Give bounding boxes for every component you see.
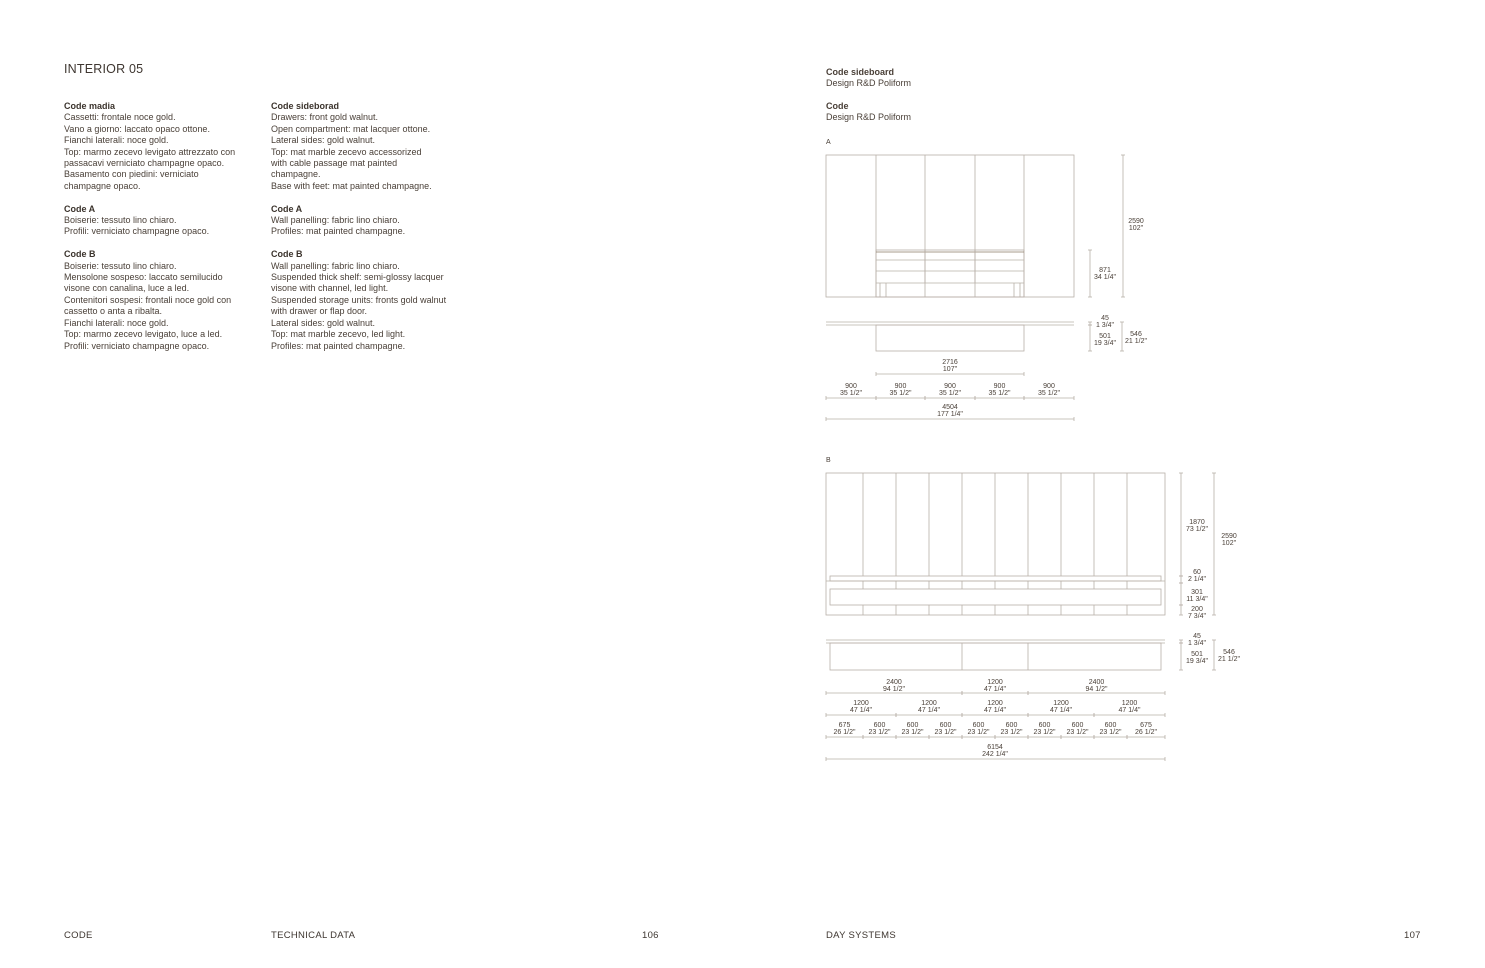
- dimension-label: 102": [1221, 540, 1237, 547]
- dimension-label: 35 1/2": [840, 390, 862, 397]
- dimension-label: 1200: [921, 700, 937, 707]
- dimension-label: 600: [1071, 722, 1084, 729]
- drawing-b-shelf: [830, 576, 1161, 581]
- dimension-label: 7 3/4": [1187, 613, 1207, 620]
- spec-en-line: Profiles: mat painted champagne.: [271, 340, 406, 351]
- dimension-label: 501: [1191, 651, 1203, 658]
- dimension-label: 23 1/2": [1033, 729, 1056, 736]
- dimension-label: 26 1/2": [1135, 729, 1157, 736]
- dimension-label: 60: [1193, 569, 1201, 576]
- dimension-label: 600: [873, 722, 886, 729]
- dimension-label: 23 1/2": [901, 729, 924, 736]
- dimension-label: 19 3/4": [1186, 658, 1208, 665]
- drawing-b-storage: [830, 589, 1161, 605]
- spec-it-line: Profili: verniciato champagne opaco.: [64, 340, 210, 351]
- dimension-label: 1 3/4": [1187, 640, 1207, 647]
- dimension-label: 94 1/2": [1085, 686, 1108, 693]
- spec-en-line: visone with channel, led light.: [271, 283, 389, 294]
- dimension-label: 1200: [987, 679, 1003, 686]
- spec-en-line: with cable passage mat painted: [271, 158, 398, 169]
- spec-it-heading: Code B: [64, 249, 96, 260]
- spec-it-line: Fianchi laterali: noce gold.: [64, 135, 169, 146]
- spec-it-line: Fianchi laterali: noce gold.: [64, 317, 169, 328]
- dimension-label: 2400: [886, 679, 902, 686]
- spec-en-line: Wall panelling: fabric lino chiaro.: [271, 215, 400, 226]
- dimension-label: 23 1/2": [934, 729, 957, 736]
- dimension-label: 23 1/2": [1000, 729, 1023, 736]
- dimension-label: 301: [1191, 589, 1203, 596]
- spec-en-heading: Code sideborad: [271, 101, 340, 111]
- spec-en-heading: Code B: [271, 249, 303, 260]
- dimension-label: 200: [1191, 606, 1203, 613]
- drawing-a-wall: [826, 155, 1074, 297]
- dimension-label: 6154: [987, 744, 1003, 751]
- dimension-label: 1870: [1189, 519, 1205, 526]
- drawing-a-plan-sideboard: [876, 325, 1024, 351]
- page-title: INTERIOR 05: [64, 62, 144, 76]
- spec-it-heading: Code madia: [64, 101, 116, 111]
- spec-en-line: Top: mat marble zecevo, led light.: [271, 329, 406, 340]
- footer-day-systems: DAY SYSTEMS: [826, 930, 896, 941]
- dimension-label: 23 1/2": [967, 729, 990, 736]
- dimension-label: 11 3/4": [1186, 596, 1208, 603]
- dimension-label: 900: [944, 383, 956, 390]
- dimension-label: 102": [1128, 225, 1144, 232]
- dimension-label: 900: [894, 383, 907, 390]
- dimension-label: 1 3/4": [1095, 322, 1115, 329]
- dimension-label: 47 1/4": [1118, 707, 1141, 714]
- dimension-label: 47 1/4": [1050, 707, 1072, 714]
- dimension-label: 23 1/2": [1099, 729, 1122, 736]
- spec-it-line: visone con canalina, luce a led.: [64, 283, 190, 294]
- spec-it-line: Boiserie: tessuto lino chiaro.: [64, 260, 177, 271]
- dimension-label: 35 1/2": [939, 390, 961, 397]
- code-heading: Code: [826, 101, 849, 111]
- spec-en-line: Open compartment: mat lacquer ottone.: [271, 123, 431, 134]
- dimension-label: 26 1/2": [833, 729, 856, 736]
- dimension-label: 2590: [1221, 533, 1237, 540]
- spec-it-line: cassetto o anta a ribalta.: [64, 306, 163, 317]
- dimension-label: 900: [993, 383, 1006, 390]
- dimension-label: 45: [1193, 633, 1201, 640]
- dimension-label: 2590: [1128, 218, 1144, 225]
- dimension-label: 600: [972, 722, 985, 729]
- spec-it-line: Top: marmo zecevo levigato, luce a led.: [64, 329, 223, 340]
- dimension-label: 177 1/4": [937, 411, 963, 418]
- spec-en-heading: Code A: [271, 203, 303, 214]
- dimension-label: 107": [942, 366, 958, 373]
- spec-it-line: passacavi verniciato champagne opaco.: [64, 158, 225, 169]
- dimension-label: 35 1/2": [988, 390, 1011, 397]
- code-sideboard-design: Design R&D Poliform: [826, 78, 912, 89]
- spec-en-line: Base with feet: mat painted champagne.: [271, 180, 432, 191]
- spec-it-line: Vano a giorno: laccato opaco ottone.: [64, 123, 210, 134]
- dimension-label: 2716: [942, 359, 958, 366]
- dimension-label: 546: [1223, 649, 1235, 656]
- drawing-b-wall: [826, 473, 1165, 615]
- footer-page-right: 107: [1404, 930, 1421, 941]
- dimension-label: 242 1/4": [982, 751, 1008, 758]
- dimension-label: 1200: [987, 700, 1003, 707]
- dimension-label: 94 1/2": [883, 686, 905, 693]
- spec-en-line: Lateral sides: gold walnut.: [271, 135, 376, 146]
- spec-en-line: Top: mat marble zecevo accessorized: [271, 146, 422, 157]
- spec-it-line: Profili: verniciato champagne opaco.: [64, 226, 210, 237]
- dimension-label: 47 1/4": [850, 707, 872, 714]
- spec-en-line: Suspended storage units: fronts gold walnut: [271, 294, 447, 305]
- spec-en-line: Suspended thick shelf: semi-glossy lacquer: [271, 272, 444, 283]
- spec-en-line: Drawers: front gold walnut.: [271, 112, 379, 123]
- dimension-label: 21 1/2": [1218, 656, 1240, 663]
- spec-it-line: Boiserie: tessuto lino chiaro.: [64, 215, 177, 226]
- drawing-b-label: B: [826, 457, 831, 464]
- footer-page-left: 106: [642, 930, 659, 941]
- spec-it-line: Basamento con piedini: verniciato: [64, 169, 199, 180]
- drawing-a-sideboard: [876, 250, 1024, 297]
- dimension-label: 45: [1101, 315, 1109, 322]
- dimension-label: 23 1/2": [868, 729, 891, 736]
- code-design: Design R&D Poliform: [826, 112, 912, 123]
- dimension-label: 546: [1130, 331, 1142, 338]
- spec-it-line: Cassetti: frontale noce gold.: [64, 112, 176, 123]
- spec-en-line: Lateral sides: gold walnut.: [271, 317, 376, 328]
- dimension-label: 900: [845, 383, 857, 390]
- dimension-label: 35 1/2": [889, 390, 912, 397]
- dimension-label: 600: [906, 722, 919, 729]
- spec-en-line: champagne.: [271, 169, 321, 180]
- dimension-label: 23 1/2": [1066, 729, 1089, 736]
- spec-it-line: Top: marmo zecevo levigato attrezzato con: [64, 146, 236, 157]
- dimension-label: 501: [1099, 333, 1111, 340]
- dimension-label: 1200: [1121, 700, 1138, 707]
- dimension-label: 21 1/2": [1125, 338, 1147, 345]
- dimension-label: 1200: [853, 700, 869, 707]
- spec-it-line: Contenitori sospesi: frontali noce gold con: [64, 294, 232, 305]
- dimension-label: 19 3/4": [1094, 340, 1116, 347]
- spec-it-heading: Code A: [64, 203, 96, 214]
- dimension-label: 35 1/2": [1038, 390, 1060, 397]
- spec-en-line: with drawer or flap door.: [271, 306, 368, 317]
- dimension-label: 1200: [1053, 700, 1069, 707]
- footer-code: CODE: [64, 930, 93, 941]
- dimension-label: 871: [1099, 267, 1111, 274]
- drawing-b-plan-top: [830, 643, 1161, 670]
- dimension-label: 47 1/4": [984, 707, 1006, 714]
- dimension-label: 34 1/4": [1094, 274, 1116, 281]
- dimension-label: 675: [838, 722, 851, 729]
- spec-en-line: Profiles: mat painted champagne.: [271, 226, 406, 237]
- dimension-label: 4504: [942, 404, 958, 411]
- spec-en-line: Wall panelling: fabric lino chiaro.: [271, 260, 400, 271]
- spec-it-line: Mensolone sospeso: laccato semilucido: [64, 272, 223, 283]
- dimension-label: 73 1/2": [1186, 526, 1208, 533]
- dimension-label: 47 1/4": [918, 707, 940, 714]
- dimension-label: 600: [939, 722, 952, 729]
- drawing-a-label: A: [826, 139, 831, 146]
- dimension-label: 47 1/4": [984, 686, 1006, 693]
- dimension-label: 900: [1043, 383, 1055, 390]
- dimension-label: 675: [1140, 722, 1152, 729]
- footer-technical-data: TECHNICAL DATA: [271, 930, 356, 941]
- spec-it-line: champagne opaco.: [64, 180, 141, 191]
- dimension-label: 2400: [1088, 679, 1105, 686]
- dimension-label: 600: [1038, 722, 1051, 729]
- dimension-label: 600: [1005, 722, 1018, 729]
- code-sideboard-heading: Code sideboard: [826, 67, 895, 77]
- dimension-label: 600: [1104, 722, 1117, 729]
- dimension-label: 2 1/4": [1187, 576, 1207, 583]
